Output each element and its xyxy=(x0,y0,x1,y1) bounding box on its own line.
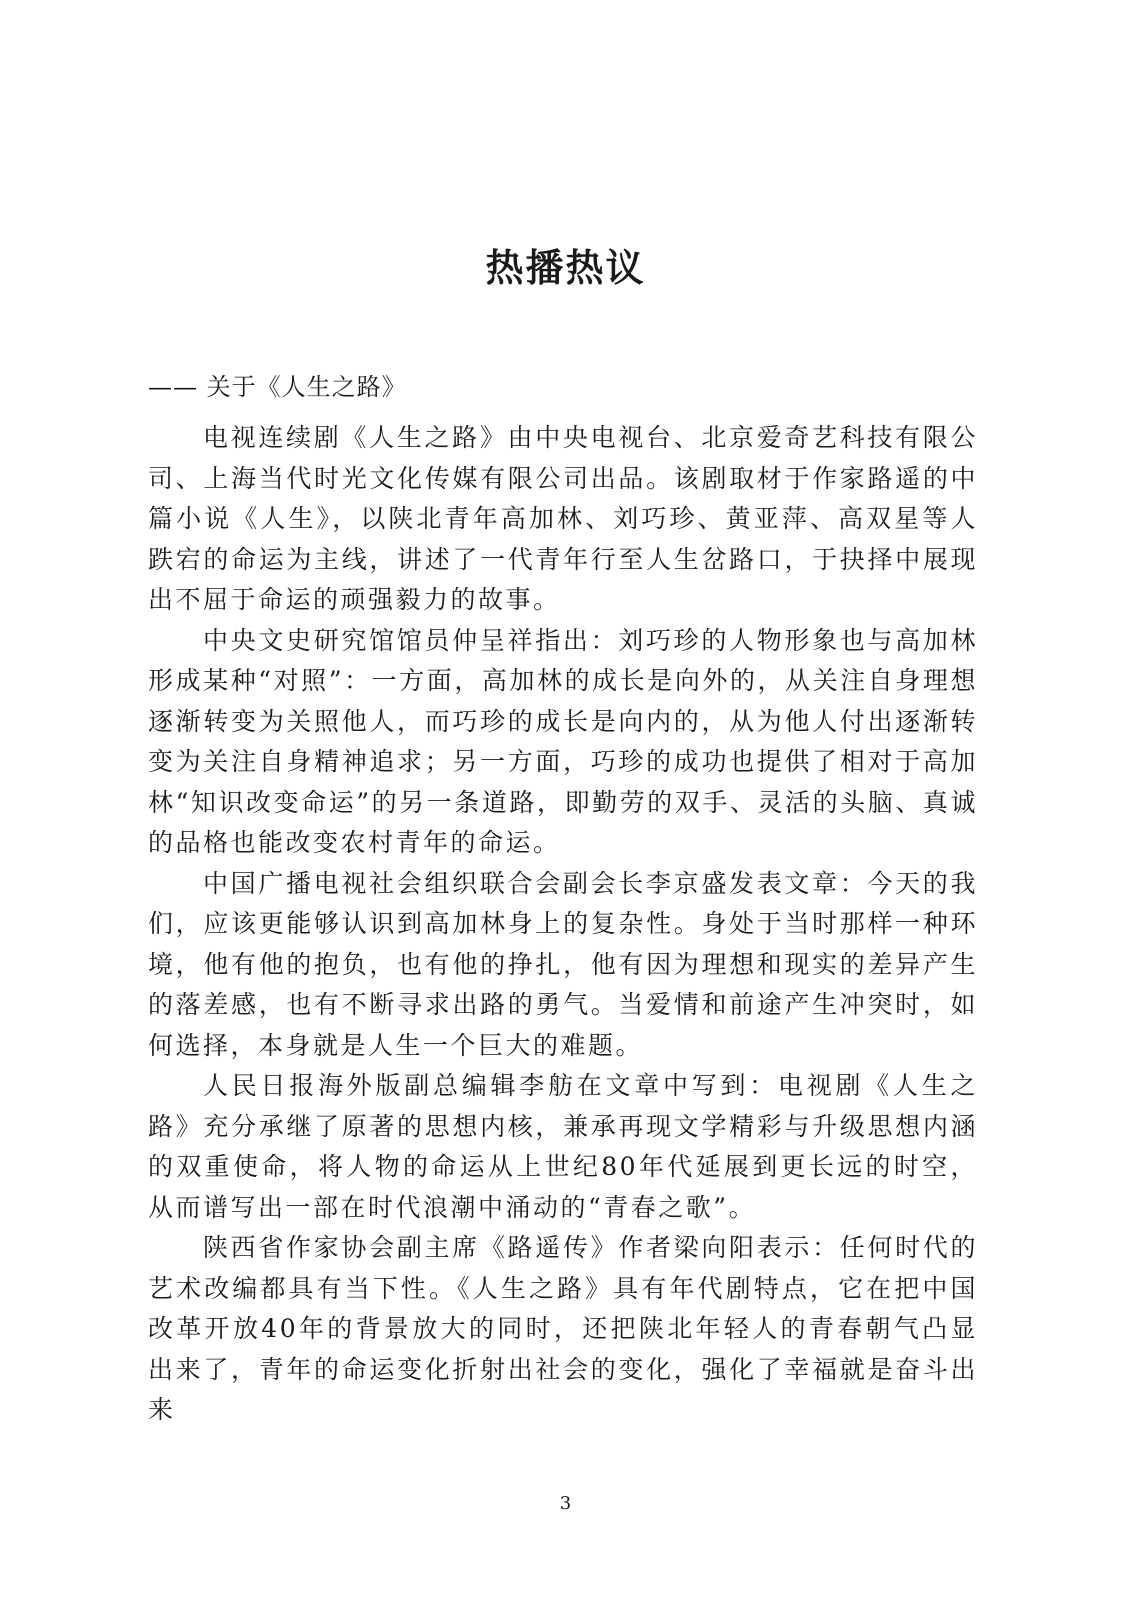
page-title: 热播热议 xyxy=(485,246,646,290)
paragraph: 中央文史研究馆馆员仲呈祥指出：刘巧珍的人物形象也与高加林形成某种“对照”：一方面，高加林的成长是向外的，从关注自身理想逐渐转变为关照他人，而巧珍的成长是向内的，从为他人付出逐渐转变为关注自身精神追求；另一方面，巧珍的成功也提供了相对于高加林“知识改变命运”的另一条道路，即勤劳的双手、灵活的头脑、真诚的品格也能改变农村青年的命运。 xyxy=(148,625,978,857)
paragraph: 人民日报海外版副总编辑李舫在文章中写到：电视剧《人生之路》充分承继了原著的思想内核，兼承再现文学精彩与升级思想内涵的双重使命，将人物的命运从上世纪80年代延展到更长远的时空，从而谱写出一部在时代浪潮中涌动的“青春之歌”。 xyxy=(148,1071,978,1222)
paragraph: 陕西省作家协会副主席《路遥传》作者梁向阳表示：任何时代的艺术改编都具有当下性。《人生之路》具有年代剧特点，它在把中国改革开放40年的背景放大的同时，还把陕北年轻人的青春朝气凸显出来了，青年的命运变化折射出社会的变化，强化了幸福就是奋斗出来 xyxy=(148,1233,978,1424)
article-body xyxy=(148,418,978,1431)
paragraph: 中国广播电视社会组织联合会副会长李京盛发表文章：今天的我们，应该更能够认识到高加林身上的复杂性。身处于当时那样一种环境，他有他的抱负，也有他的挣扎，他有因为理想和现实的差异产生的落差感，也有不断寻求出路的勇气。当爱情和前途产生冲突时，如何选择，本身就是人生一个巨大的难题。 xyxy=(148,868,978,1060)
paragraph: 电视连续剧《人生之路》由中央电视台、北京爱奇艺科技有限公司、上海当代时光文化传媒有限公司出品。该剧取材于作家路遥的中篇小说《人生》，以陕北青年高加林、刘巧珍、黄亚萍、高双星等人跌宕的命运为主线，讲述了一代青年行至人生岔路口，于抉择中展现出不屈于命运的顽强毅力的故事。 xyxy=(148,423,978,614)
page-number: 3 xyxy=(559,1493,572,1514)
section-subtitle: —— 关于《人生之路》 xyxy=(148,373,407,401)
